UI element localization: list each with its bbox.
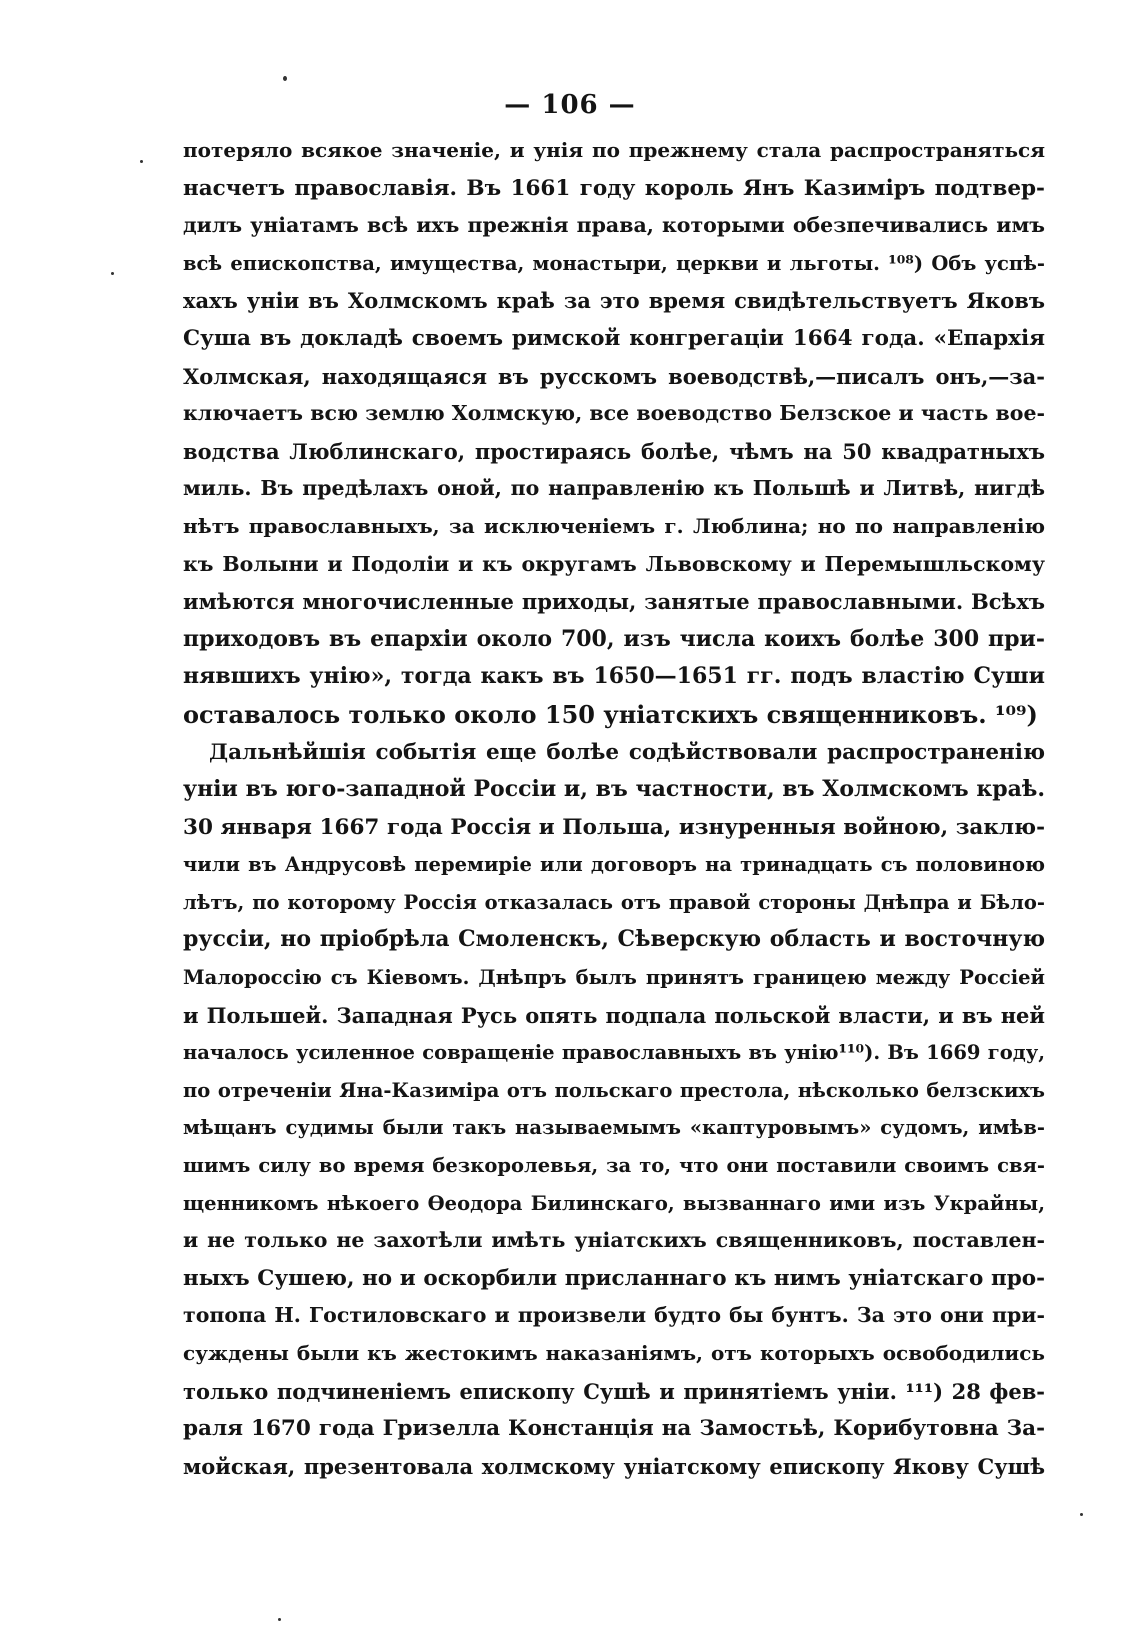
scan-speck xyxy=(140,160,143,163)
text-line: топопа Н. Гостиловскаго и произвели будто бы бунтъ. За это они при- xyxy=(183,1303,1045,1328)
text-line: только подчиненіемъ епископу Сушѣ и принятіемъ уніи. ¹¹¹) 28 фев- xyxy=(183,1378,1045,1404)
text-line: имѣются многочисленные приходы, занятые православными. Всѣхъ xyxy=(183,589,1045,615)
paragraph-start-line: Дальнѣйшія событія еще болѣе содѣйствовали распространенію xyxy=(209,739,1045,765)
text-line: потеряло всякое значеніе, и унія по прежнему стала распространяться xyxy=(183,138,1045,162)
text-line: и не только не захотѣли имѣть уніатскихъ священниковъ, поставлен- xyxy=(183,1228,1045,1253)
text-line: ключаетъ всю землю Холмскую, все воеводство Белзское и часть вое- xyxy=(183,401,1045,426)
paragraph-end-line: оставалось только около 150 уніатскихъ священниковъ. ¹⁰⁹) xyxy=(183,699,1038,729)
scan-speck xyxy=(111,272,114,275)
text-line: миль. Въ предѣлахъ оной, по направленію къ Польшѣ и Литвѣ, нигдѣ xyxy=(183,476,1045,501)
text-line: щенникомъ нѣкоего Ѳеодора Билинскаго, вызваннаго ими изъ Украйны, xyxy=(183,1191,1045,1215)
text-line: раля 1670 года Гризелла Констанція на Замостьѣ, Корибутовна За- xyxy=(183,1416,1045,1442)
text-line: и Польшей. Западная Русь опять подпала польской власти, и въ ней xyxy=(183,1002,1045,1028)
text-line: хахъ уніи въ Холмскомъ краѣ за это время свидѣтельствуетъ Яковъ xyxy=(183,288,1045,314)
text-line: нявшихъ унію», тогда какъ въ 1650—1651 гг. подъ властію Суши xyxy=(183,663,1045,690)
scan-speck xyxy=(283,76,287,81)
text-line: шимъ силу во время безкоролевья, за то, что они поставили своимъ свя- xyxy=(183,1154,1045,1178)
body-text xyxy=(183,132,1045,1485)
text-line: водства Люблинскаго, простираясь болѣе, чѣмъ на 50 квадратныхъ xyxy=(183,438,1045,464)
scan-speck xyxy=(1080,1513,1083,1516)
text-line: лѣтъ, по которому Россія отказалась отъ правой стороны Днѣпра и Бѣло- xyxy=(183,890,1045,914)
text-line: Холмская, находящаяся въ русскомъ воеводствѣ,—писалъ онъ,—за- xyxy=(183,363,1045,389)
scan-speck xyxy=(278,1618,281,1621)
text-line: всѣ епископства, имущества, монастыри, церкви и льготы. ¹⁰⁸) Объ успѣ- xyxy=(183,251,1045,275)
text-line: мѣщанъ судимы были такъ называемымъ «каптуровымъ» судомъ, имѣв- xyxy=(183,1116,1045,1140)
text-line: нѣтъ православныхъ, за исключеніемъ г. Люблина; но по направленію xyxy=(183,513,1045,538)
text-line: по отреченіи Яна-Казиміра отъ польскаго престола, нѣсколько белзскихъ xyxy=(183,1078,1045,1102)
text-line: дилъ уніатамъ всѣ ихъ прежнія права, которыми обезпечивались имъ xyxy=(183,213,1045,238)
text-line: Малороссію съ Кіевомъ. Днѣпръ былъ принятъ границею между Россіей xyxy=(183,966,1045,990)
text-line: 30 января 1667 года Россія и Польша, изнуренныя войною, заклю- xyxy=(183,814,1045,840)
text-line: мойская, презентовала холмскому уніатскому епископу Якову Сушѣ xyxy=(183,1453,1045,1479)
page-number: — 106 — xyxy=(504,90,636,120)
text-line: руссіи, но пріобрѣла Смоленскъ, Сѣверскую область и восточную xyxy=(183,926,1045,953)
text-line: ныхъ Сушею, но и оскорбили присланнаго къ нимъ уніатскаго про- xyxy=(183,1265,1045,1291)
text-line: уніи въ юго-западной Россіи и, въ частности, въ Холмскомъ краѣ. xyxy=(183,776,1045,803)
text-line: началось усиленное совращеніе православныхъ въ унію¹¹⁰). Въ 1669 году, xyxy=(183,1041,1045,1065)
text-line: къ Волыни и Подоліи и къ округамъ Львовскому и Перемышльскому xyxy=(183,551,1045,576)
text-line: суждены были къ жестокимъ наказаніямъ, отъ которыхъ освободились xyxy=(183,1341,1045,1365)
text-line: насчетъ православія. Въ 1661 году король Янъ Казиміръ подтвер- xyxy=(183,175,1045,201)
text-line: Суша въ докладѣ своемъ римской конгрегаціи 1664 года. «Епархія xyxy=(183,325,1045,351)
text-line: чили въ Андрусовѣ перемиріе или договоръ на тринадцать съ половиною xyxy=(183,853,1045,877)
text-line: приходовъ въ епархіи около 700, изъ числа коихъ болѣе 300 при- xyxy=(183,625,1045,652)
